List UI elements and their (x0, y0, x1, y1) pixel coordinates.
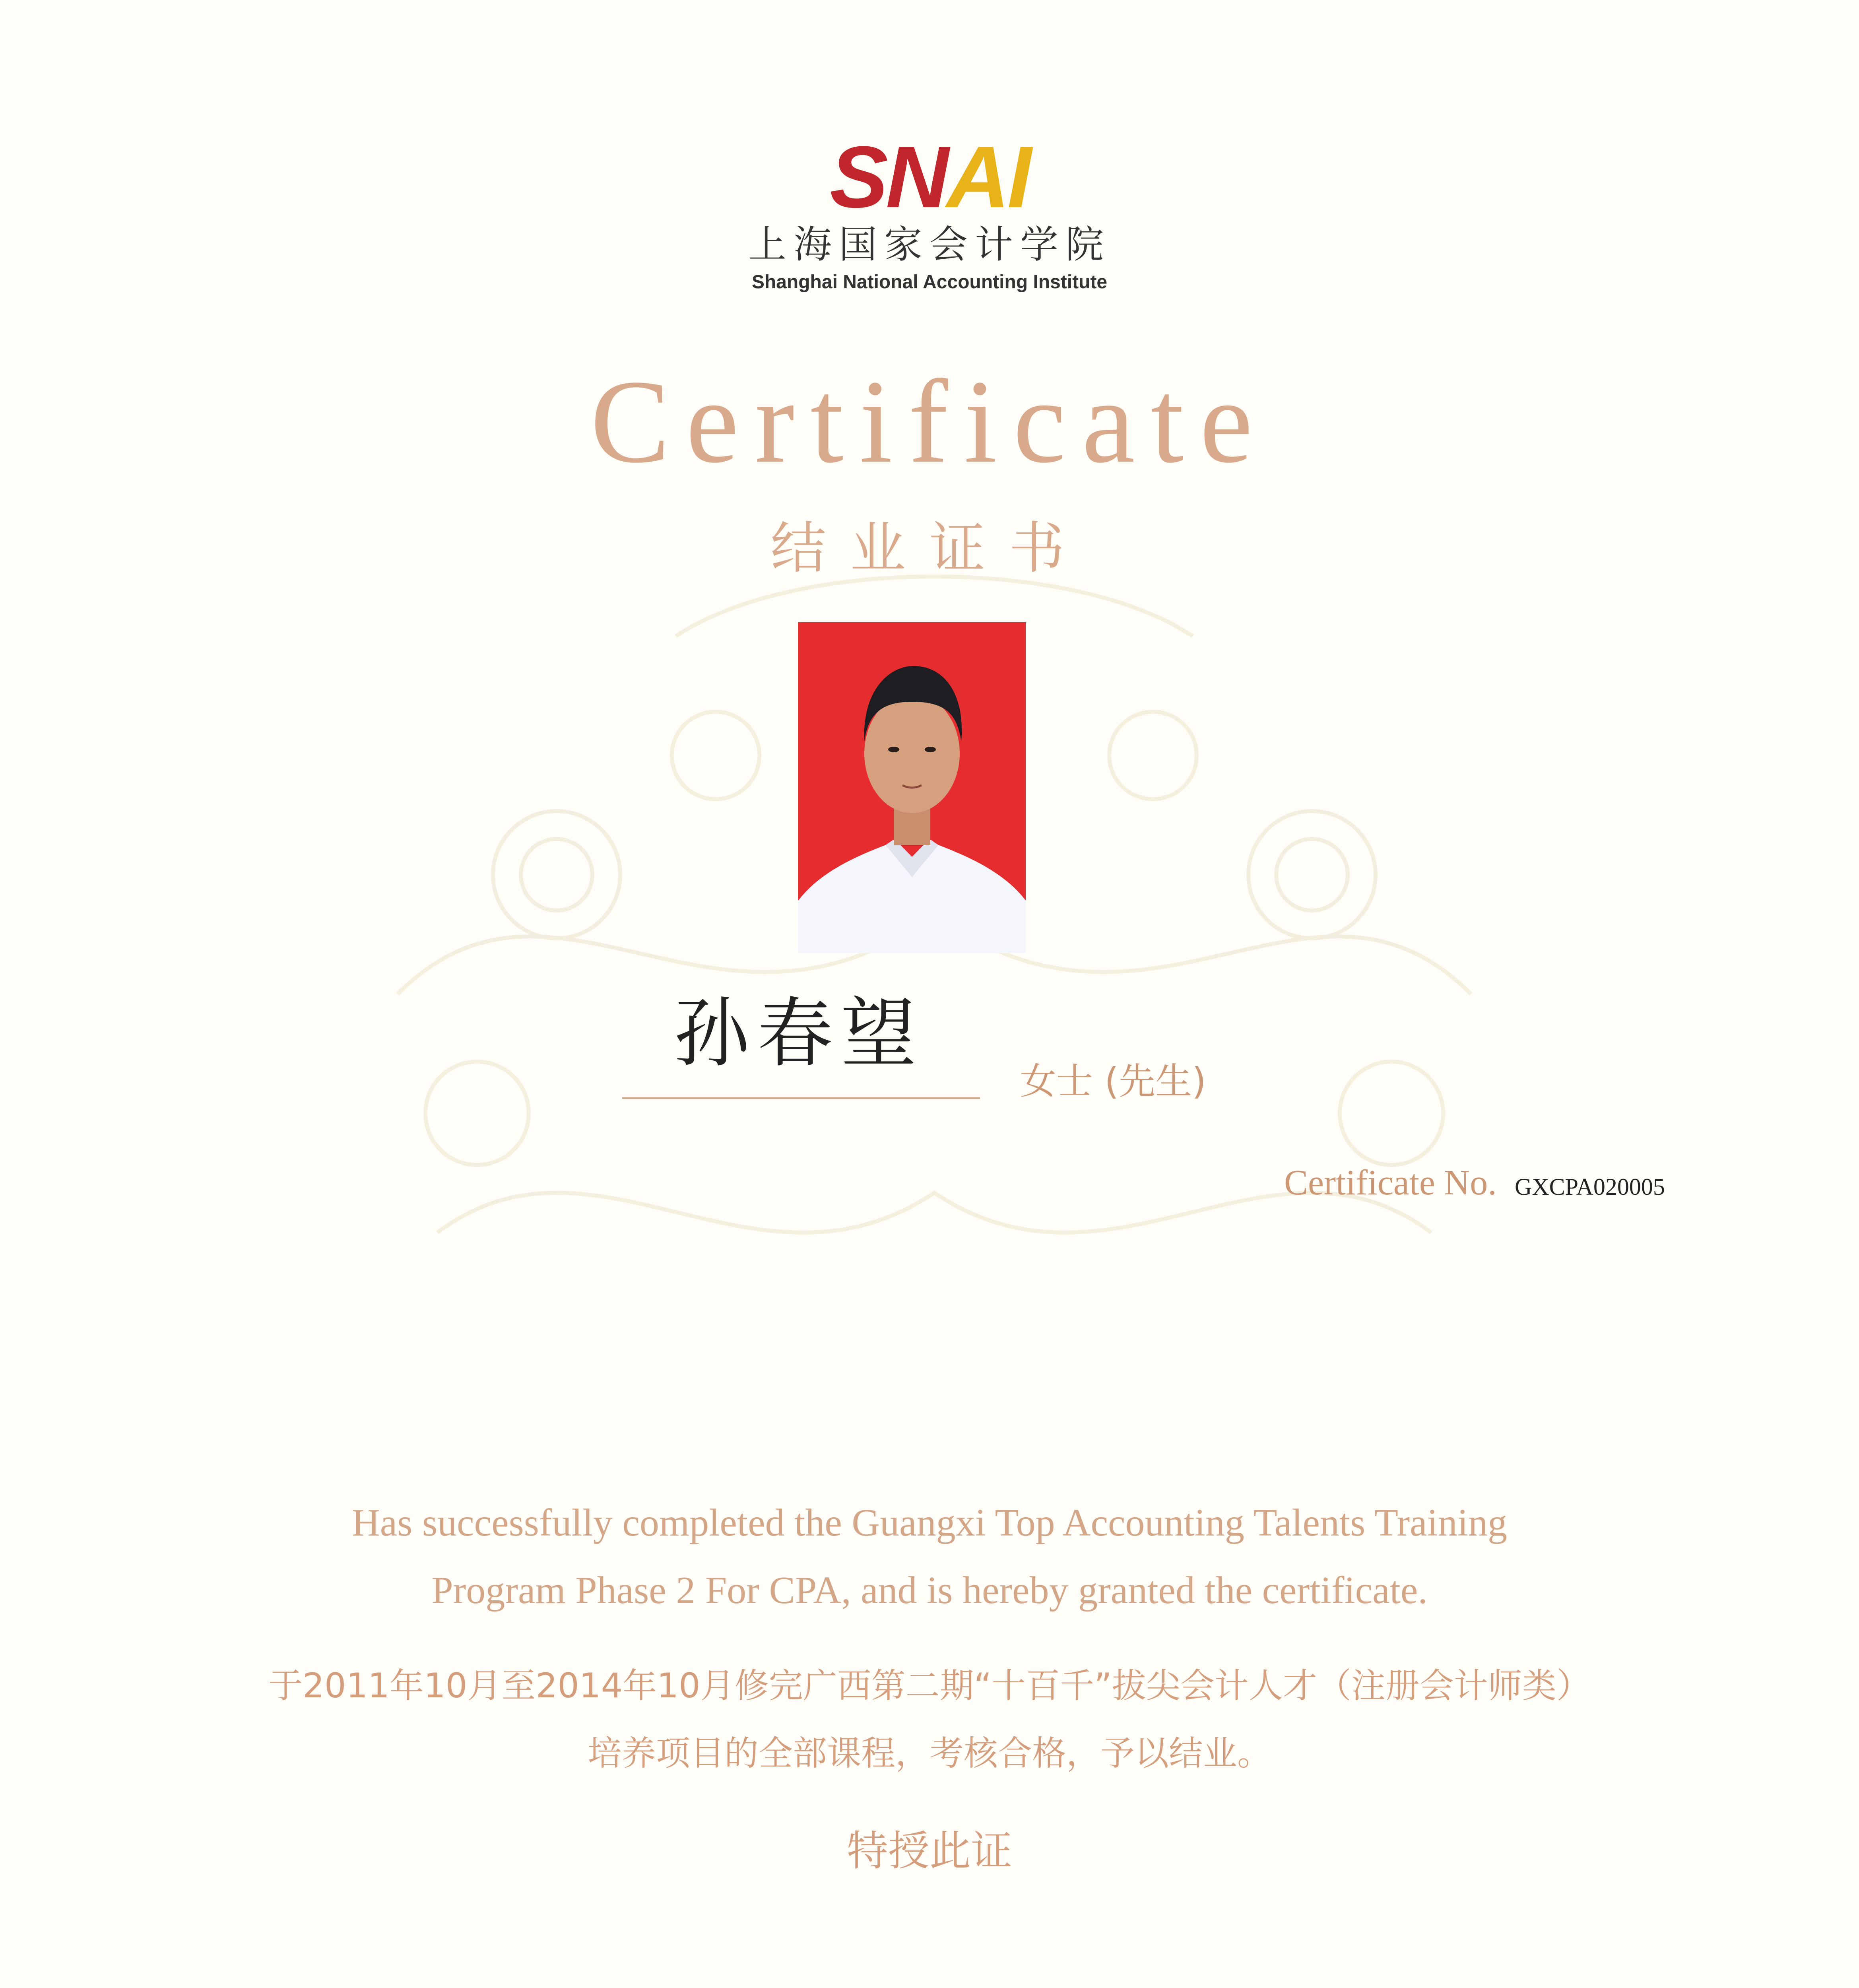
institute-logo-mark (0, 128, 1859, 226)
portrait-illustration (798, 622, 1026, 953)
certificate-number-value: GXCPA020005 (1515, 1174, 1665, 1200)
body-cn-line-2: 培养项目的全部课程，考核合格，予以结业。 (588, 1734, 1271, 1773)
body-text-cn (159, 1652, 1700, 1787)
recipient-honorific: 女士 (先生) (1020, 1060, 1207, 1103)
logo-mark-accent: AI (946, 128, 1029, 226)
recipient-photo (798, 622, 1026, 953)
grant-text: 特授此证 (846, 1827, 1012, 1875)
recipient-name: 孙春望 (673, 990, 924, 1077)
body-en-line-1: Has successfully completed the Guangxi Top Accounting Talents Training (352, 1501, 1507, 1544)
certificate-title-cn: 结业证书 (770, 516, 1089, 581)
body-text-en (239, 1489, 1620, 1624)
institute-name-cn: 上海国家会计学院 (748, 222, 1111, 267)
certificate-number-label: Certificate No. (1284, 1163, 1497, 1202)
logo-mark-primary: SN (830, 128, 947, 226)
institute-name-en: Shanghai National Accounting Institute (751, 272, 1108, 293)
name-underline (622, 1097, 980, 1099)
body-en-line-2: Program Phase 2 For CPA, and is hereby granted the certificate. (431, 1569, 1428, 1612)
certificate-title-en: Certificate (590, 355, 1269, 487)
body-cn-line-1: 于2011年10月至2014年10月修完广西第二期“十百千”拔尖会计人才（注册会计师类） (268, 1666, 1591, 1706)
